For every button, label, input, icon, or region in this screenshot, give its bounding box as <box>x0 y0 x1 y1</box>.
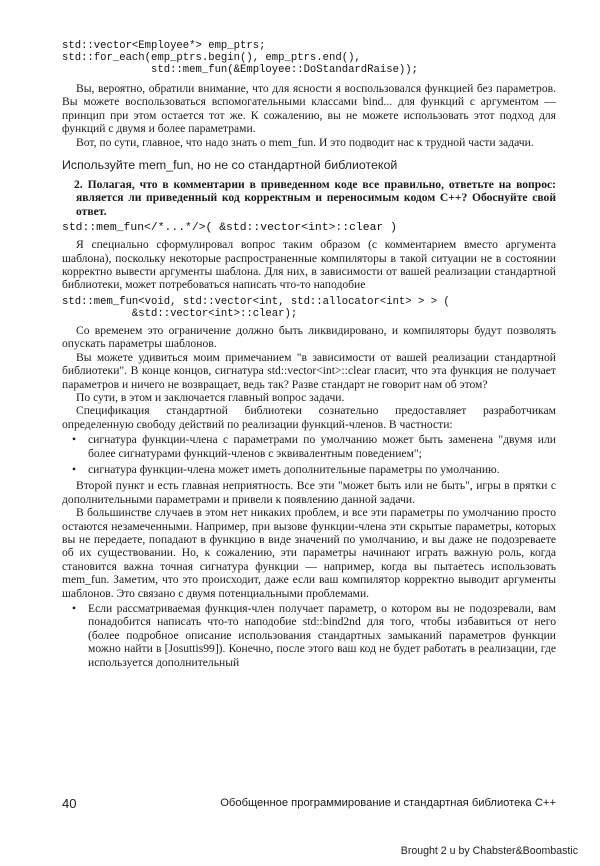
page-body <box>62 40 556 672</box>
credit-line: Brought 2 u by Chabster&Boombastic <box>400 845 578 857</box>
bullet-list <box>62 433 556 476</box>
paragraph: Со временем это ограничение должно быть ликвидировано, и компиляторы будут позволять опускать параметры шаблонов. <box>62 323 556 351</box>
code-block-mem-fun: std::mem_fun</*...*/>( &std::vector<int>::clear ) <box>62 222 397 235</box>
code-block-for-each: std::vector<Employee*> emp_ptrs; std::for_each(emp_ptrs.begin(), emp_ptrs.end(), std::mem_fun(&Employee::DoStandardRaise)); <box>62 40 419 76</box>
bullet-list <box>62 602 556 669</box>
paragraph: Второй пункт и есть главная неприятность. Все эти "может быть или не быть", игры в прятки с дополнительными параметрами и привели к появлению данной задачи. <box>62 479 556 506</box>
paragraph: В большинстве случаев в этом нет никаких проблем, и все эти параметры по умолчанию просто остаются незамеченными. Например, при вызове функции-члена эти скрытые параметры, которых вы не передаете, попадают в функцию в виде значений по умолчанию, и вы даже не подозреваете об их существовании. Но, к сожалению, эти параметры начинают играть важную роль, когда становится важна точная сигнатура функции — например, когда вы пытаетесь использовать mem_fun. Заметим, что это происходит, даже если ваш компилятор корректно выводит аргументы шаблонов. Это связано с двумя потенциальными проблемами. <box>62 506 556 600</box>
paragraph: Я специально сформулировал вопрос таким образом (с комментарием вместо аргумента шаблона), поскольку некоторые распространенные компиляторы в такой ситуации не в состоянии корректно вывести аргументы шаблона. Для них, в зависимости от вашей реализации стандартной библиотеки, может потребоваться написать что-то наподобие <box>62 238 556 292</box>
page-footer <box>62 796 556 812</box>
running-title: Обобщенное программирование и стандартная библиотека C++ <box>220 797 557 809</box>
paragraph: Вы, вероятно, обратили внимание, что для ясности я воспользовался функцией без параметров. Вы можете воспользоваться вспомогательными классами bind... для функций с аргументом — принцип при этом остается тот же. К сожалению, вы не можете использовать этот подход для функций с двумя и более параметрами. <box>62 82 556 136</box>
list-item: • сигнатура функции-члена может иметь дополнительные параметры по умолчанию. <box>72 462 500 476</box>
code-block-mem-fun-explicit: std::mem_fun<void, std::vector<int, std::allocator<int> > > ( &std::vector<int>::clear); <box>62 295 450 320</box>
paragraph: По сути, в этом и заключается главный вопрос задачи. <box>76 390 345 404</box>
list-item: • Если рассматриваемая функция-член получает параметр, о котором вы не подозревали, вам понадобится написать что-то наподобие std::bind2nd для того, чтобы избавиться от него (более подробное описание использования стандартных замыканий параметров функции можно найти в [Josuttis99]). Конечно, после этого ваш код не будет работать в реализации, где используется дополнительный <box>72 602 556 669</box>
section-heading: Используйте mem_fun, но не со стандартной библиотекой <box>62 158 398 173</box>
paragraph: Вот, по сути, главное, что надо знать о mem_fun. И это подводит нас к трудной части задачи. <box>76 135 534 149</box>
page-number: 40 <box>62 796 77 811</box>
paragraph: Спецификация стандартной библиотеки сознательно предоставляет разработчикам определенную свободу действий по реализации функций-членов. В частности: <box>62 404 556 431</box>
paragraph: Вы можете удивиться моим примечанием "в зависимости от вашей реализации стандартной библиотеки". В конце концов, сигнатура std::vector<int>::clear гласит, что эта функция не получает параметров и ничего не возвращает, ведь так? Разве стандарт не говорит нам об этом? <box>62 350 556 391</box>
list-item: • сигнатура функции-члена с параметрами по умолчанию может быть заменена "двумя или более сигнатурами функций-членов с эквивалентным поведением"; <box>72 433 556 460</box>
question-2: 2. Полагая, что в комментарии в приведенном коде все правильно, ответьте на вопрос: является ли приведенный код корректным и переносимым кодом C++? Обоснуйте свой ответ. <box>74 178 556 218</box>
